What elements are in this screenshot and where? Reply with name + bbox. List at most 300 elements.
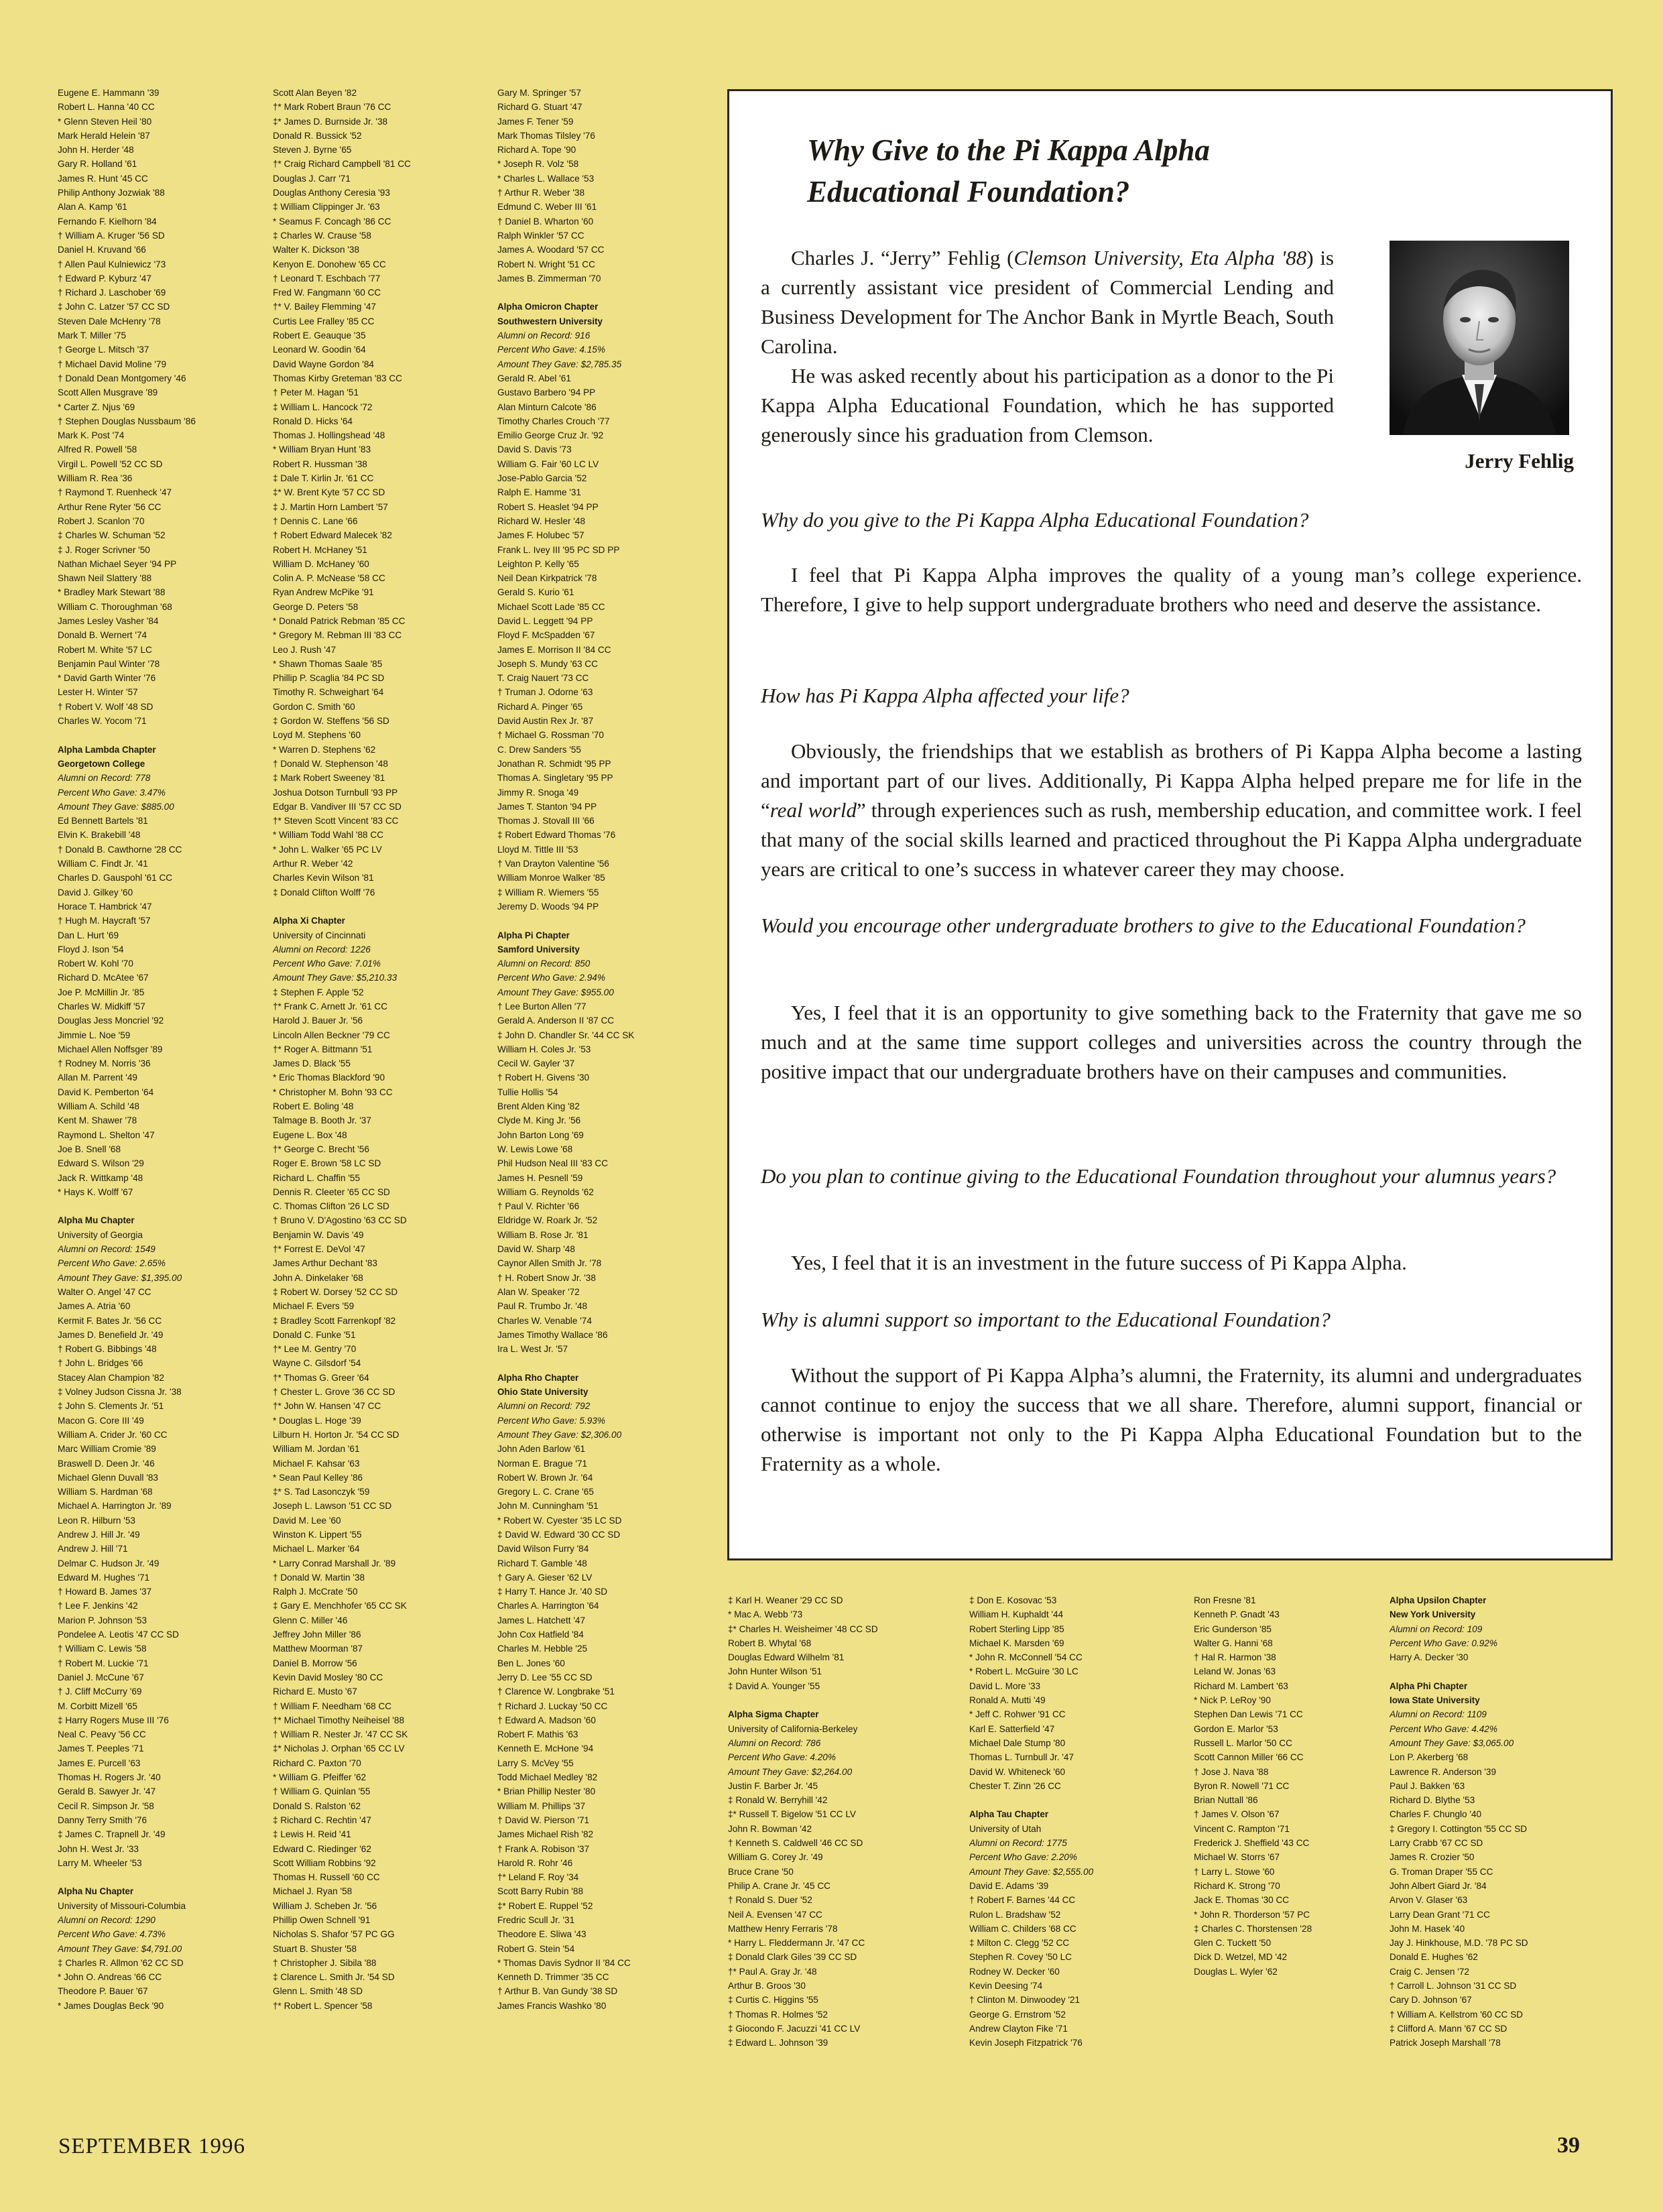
question-2: How has Pi Kappa Alpha affected your life? xyxy=(761,684,1129,707)
chapter-stat: Alumni on Record: 1775 xyxy=(969,1838,1067,1849)
donor-name: Charles F. Chunglo '40 xyxy=(1390,1809,1482,1820)
donor-name: † Van Drayton Valentine '56 xyxy=(497,859,609,869)
donor-name: Alan Minturn Calcote '86 xyxy=(497,402,597,412)
donor-name: Daniel H. Kruvand '66 xyxy=(58,245,146,255)
donor-name: ‡ Charles W. Schuman '52 xyxy=(58,530,166,541)
chapter-stat: Amount They Gave: $2,264.00 xyxy=(728,1766,853,1777)
donor-name: ‡ David A. Younger '55 xyxy=(728,1680,820,1691)
donor-name: Walter K. Dickson '38 xyxy=(273,245,360,255)
donor-name: †* Craig Richard Campbell '81 CC xyxy=(273,159,411,170)
donor-name: University of Cincinnati xyxy=(273,930,366,940)
donor-name: William S. Hardman '68 xyxy=(58,1487,153,1497)
donor-name: ‡ Giocondo F. Jacuzzi '41 CC LV xyxy=(728,2023,861,2034)
donor-name: † George L. Mitsch '37 xyxy=(58,345,149,355)
chapter-heading: Alpha Phi Chapter xyxy=(1390,1680,1468,1691)
donor-name: † J. Cliff McCurry '69 xyxy=(58,1686,142,1697)
donor-name: ‡ Gary E. Menchhofer '65 CC SK xyxy=(273,1601,407,1611)
donor-name: Harry A. Decker '30 xyxy=(1390,1652,1469,1663)
donor-name: James Arthur Dechant '83 xyxy=(273,1258,377,1269)
donor-name: James R. Hunt '45 CC xyxy=(58,173,148,184)
donor-name: Kenneth E. McHone '94 xyxy=(497,1743,594,1754)
donor-name: Phillip Owen Schnell '91 xyxy=(273,1915,371,1925)
donor-name: James D. Benefield Jr. '49 xyxy=(58,1329,164,1340)
chapter-stat: Percent Who Gave: 5.93% xyxy=(497,1415,605,1426)
donor-name: † Richard J. Laschober '69 xyxy=(58,288,166,298)
donor-list-column-3 xyxy=(497,86,712,2013)
donor-name: Neal C. Peavy '56 CC xyxy=(58,1729,146,1740)
donor-name: William C. Childers '68 CC xyxy=(969,1923,1076,1934)
donor-name: Kevin Deesing '74 xyxy=(969,1981,1043,1991)
donor-name: Michael Dale Stump '80 xyxy=(969,1737,1066,1748)
donor-name: Virgil L. Powell '52 CC SD xyxy=(58,458,163,469)
donor-name: * Glenn Steven Heil '80 xyxy=(58,116,152,127)
chapter-heading: Ohio State University xyxy=(497,1387,589,1398)
donor-name: ‡ Gordon W. Steffens '56 SD xyxy=(273,716,389,727)
donor-name: ‡* James D. Burnside Jr. '38 xyxy=(273,116,388,127)
donor-name: Walter O. Angel '47 CC xyxy=(58,1286,151,1297)
donor-name: ‡ Robert Edward Thomas '76 xyxy=(497,830,616,841)
portrait-photo xyxy=(1390,241,1569,435)
donor-name: Robert F. Mathis '63 xyxy=(497,1729,578,1740)
donor-name: * Robert L. McGuire '30 LC xyxy=(969,1666,1079,1677)
donor-name: * Robert W. Cyester '35 LC SD xyxy=(497,1515,622,1526)
donor-name: † Donald W. Stephenson '48 xyxy=(273,758,388,769)
donor-name: ‡* S. Tad Lasonczyk '59 xyxy=(273,1487,370,1497)
donor-name: James B. Zimmerman '70 xyxy=(497,273,601,284)
donor-name: Larry Dean Grant '71 CC xyxy=(1390,1909,1490,1920)
donor-name: Robert B. Whytal '68 xyxy=(728,1638,812,1648)
donor-name: Edward S. Wilson '29 xyxy=(58,1158,144,1169)
donor-name: Phil Hudson Neal III '83 CC xyxy=(497,1158,609,1169)
donor-name: Glenn C. Miller '46 xyxy=(273,1615,348,1625)
donor-name: Gordon E. Marlor '53 xyxy=(1194,1723,1278,1734)
donor-name: Eugene L. Box '48 xyxy=(273,1129,347,1140)
donor-name: ‡ J. Martin Horn Lambert '57 xyxy=(273,501,388,512)
chapter-heading: Alpha Nu Chapter xyxy=(58,1886,134,1897)
question-1: Why do you give to the Pi Kappa Alpha Educational Foundation? xyxy=(761,508,1309,532)
donor-name: Charles Kevin Wilson '81 xyxy=(273,873,374,883)
photo-caption: Jerry Fehlig xyxy=(1465,449,1574,473)
donor-name: Cary D. Johnson '67 xyxy=(1390,1995,1472,2006)
donor-name: Lilburn H. Horton Jr. '54 CC SD xyxy=(273,1429,399,1440)
donor-name: ‡ Robert W. Dorsey '52 CC SD xyxy=(273,1286,398,1297)
donor-name: * James Douglas Beck '90 xyxy=(58,2000,164,2011)
donor-name: † William G. Quinlan '55 xyxy=(273,1786,371,1797)
donor-name: ‡ Harry T. Hance Jr. '40 SD xyxy=(497,1587,608,1597)
donor-name: Brent Alden King '82 xyxy=(497,1101,580,1112)
article-title-line-1: Why Give to the Pi Kappa Alpha xyxy=(807,133,1210,167)
donor-name: † Robert F. Barnes '44 CC xyxy=(969,1895,1076,1906)
donor-name: John Barton Long '69 xyxy=(497,1129,584,1140)
donor-name: Michael K. Marsden '69 xyxy=(969,1638,1064,1648)
answer-1: I feel that Pi Kappa Alpha improves the quality of a young man’s college experience. Therefore, I give to help support undergraduate brothers who need and deserve the assistance. xyxy=(761,563,1582,616)
donor-name: John Cox Hatfield '84 xyxy=(497,1630,584,1640)
donor-name: ‡ William R. Wiemers '55 xyxy=(497,887,599,898)
donor-name: George D. Peters '58 xyxy=(273,601,359,612)
donor-name: Ralph J. McCrate '50 xyxy=(273,1587,358,1597)
donor-name: Kenyon E. Donohew '65 CC xyxy=(273,259,386,269)
donor-name: ‡ John S. Clements Jr. '51 xyxy=(58,1401,164,1412)
donor-name: Danny Terry Smith '76 xyxy=(58,1815,147,1825)
chapter-stat: Alumni on Record: 916 xyxy=(497,330,591,341)
donor-name: Allan M. Parrent '49 xyxy=(58,1072,137,1083)
list-spacer xyxy=(58,1870,273,1884)
donor-name: † John L. Bridges '66 xyxy=(58,1358,143,1369)
donor-name: Charles W. Venable '74 xyxy=(497,1315,592,1326)
donor-name: William D. McHaney '60 xyxy=(273,558,369,569)
donor-name: James F. Tener '59 xyxy=(497,116,574,127)
donor-name: Gustavo Barbero '94 PP xyxy=(497,387,596,398)
list-spacer xyxy=(58,728,273,742)
donor-name: † Larry L. Stowe '60 xyxy=(1194,1866,1275,1877)
donor-name: Douglas Anthony Ceresia '93 xyxy=(273,188,390,198)
donor-name: Scott Alan Beyen '82 xyxy=(273,88,357,98)
donor-name: Robert E. Geauque '35 xyxy=(273,330,366,341)
chapter-stat: Alumni on Record: 1109 xyxy=(1390,1709,1487,1720)
donor-name: ‡ William Clippinger Jr. '63 xyxy=(273,202,380,212)
donor-name: Benjamin W. Davis '49 xyxy=(273,1229,364,1240)
article-box xyxy=(727,89,1613,1560)
chapter-heading: Alpha Pi Chapter xyxy=(497,930,570,940)
chapter-stat: Percent Who Gave: 2.65% xyxy=(58,1258,166,1269)
donor-name: Richard L. Chaffin '55 xyxy=(273,1172,361,1183)
donor-name: Thomas J. Stovall III '66 xyxy=(497,816,595,826)
donor-name: ‡ Don E. Kosovac '53 xyxy=(969,1595,1057,1605)
donor-name: †* Michael Timothy Neiheisel '88 xyxy=(273,1715,405,1725)
donor-name: † Rodney M. Norris '36 xyxy=(58,1058,151,1069)
donor-name: Matthew Moorman '87 xyxy=(273,1644,363,1654)
article-title-line-2: Educational Foundation? xyxy=(807,175,1130,208)
donor-name: Ralph E. Hamme '31 xyxy=(497,487,581,498)
donor-name: Jimmie L. Noe '59 xyxy=(58,1030,131,1040)
donor-name: † Lee Burton Allen '77 xyxy=(497,1001,587,1011)
list-spacer xyxy=(497,1356,712,1370)
donor-list-column-7 xyxy=(1390,1593,1611,2050)
donor-name: James T. Peeples '71 xyxy=(58,1743,144,1754)
donor-name: ‡ Volney Judson Cissna Jr. '38 xyxy=(58,1387,182,1398)
donor-name: * Donald Patrick Rebman '85 CC xyxy=(273,615,406,626)
donor-name: Andrew J. Hill '71 xyxy=(58,1544,128,1554)
donor-name: Leon R. Hilburn '53 xyxy=(58,1515,135,1526)
donor-name: †* Robert L. Spencer '58 xyxy=(273,2000,373,2011)
donor-name: James E. Morrison II '84 CC xyxy=(497,644,611,655)
donor-name: ‡ Gregory I. Cottington '55 CC SD xyxy=(1390,1823,1528,1834)
donor-name: David Wilson Furry '84 xyxy=(497,1544,589,1554)
donor-name: Mark T. Miller '75 xyxy=(58,330,127,341)
donor-name: Brian Nuttall '86 xyxy=(1194,1795,1258,1806)
chapter-stat: Percent Who Gave: 0.92% xyxy=(1390,1638,1497,1648)
donor-name: Russell L. Marlor '50 CC xyxy=(1194,1737,1292,1748)
donor-name: Kermit F. Bates Jr. '56 CC xyxy=(58,1315,162,1326)
donor-name: * Carter Z. Njus '69 xyxy=(58,402,135,412)
question-3: Would you encourage other undergraduate brothers to give to the Educational Foundation? xyxy=(761,914,1526,937)
donor-name: * Hays K. Wolff '67 xyxy=(58,1186,133,1197)
chapter-heading: Iowa State University xyxy=(1390,1695,1480,1706)
donor-name: Thomas L. Turnbull Jr. '47 xyxy=(969,1752,1074,1763)
donor-name: † Donald Dean Montgomery '46 xyxy=(58,373,186,383)
donor-name: Robert S. Heaslet '94 PP xyxy=(497,501,599,512)
chapter-stat: Amount They Gave: $2,555.00 xyxy=(969,1866,1094,1877)
donor-name: † Frank A. Robison '37 xyxy=(497,1843,590,1854)
question-4: Do you plan to continue giving to the Educational Foundation throughout your alumnus years? xyxy=(761,1164,1556,1188)
donor-name: G. Troman Draper '55 CC xyxy=(1390,1866,1493,1877)
donor-name: Ed Bennett Bartels '81 xyxy=(58,816,148,826)
donor-name: †* Forrest E. DeVol '47 xyxy=(273,1244,365,1255)
donor-name: Joe B. Snell '68 xyxy=(58,1144,121,1154)
chapter-stat: Alumni on Record: 1290 xyxy=(58,1915,156,1925)
donor-name: Arthur R. Weber '42 xyxy=(273,859,353,869)
donor-name: Gregory L. C. Crane '65 xyxy=(497,1487,594,1497)
donor-name: Michael A. Harrington Jr. '89 xyxy=(58,1501,172,1512)
donor-name: Richard W. Hesler '48 xyxy=(497,515,586,526)
donor-name: * William Bryan Hunt '83 xyxy=(273,444,371,455)
donor-name: Emilio George Cruz Jr. '92 xyxy=(497,430,604,441)
donor-name: Richard M. Lambert '63 xyxy=(1194,1680,1288,1691)
donor-name: † Edward A. Madson '60 xyxy=(497,1715,596,1725)
donor-name: Frederick J. Sheffield '43 CC xyxy=(1194,1838,1310,1849)
donor-name: Philip Anthony Jozwiak '88 xyxy=(58,188,165,198)
donor-name: † Carroll L. Johnson '31 CC SD xyxy=(1390,1981,1517,1991)
donor-name: † William C. Lewis '58 xyxy=(58,1644,147,1654)
donor-name: * Jeff C. Rohwer '91 CC xyxy=(969,1709,1066,1720)
list-spacer xyxy=(1390,1664,1611,1678)
donor-name: C. Thomas Clifton '26 LC SD xyxy=(273,1201,389,1212)
donor-name: Dan L. Hurt '69 xyxy=(58,930,119,940)
donor-name: Harold J. Bauer Jr. '56 xyxy=(273,1016,363,1026)
donor-name: †* John W. Hansen '47 CC xyxy=(273,1401,381,1412)
chapter-heading: Alpha Sigma Chapter xyxy=(728,1709,819,1720)
donor-name: Delmar C. Hudson Jr. '49 xyxy=(58,1558,160,1569)
donor-name: Jay J. Hinkhouse, M.D. '78 PC SD xyxy=(1390,1938,1528,1949)
donor-name: * Seamus F. Concagh '86 CC xyxy=(273,216,391,227)
donor-name: Shawn Neil Slattery '88 xyxy=(58,573,152,584)
donor-name: Michael J. Ryan '58 xyxy=(273,1886,353,1897)
donor-name: † Truman J. Odorne '63 xyxy=(497,687,593,698)
donor-name: Kevin Joseph Fitzpatrick '76 xyxy=(969,2038,1083,2048)
donor-name: Jack E. Thomas '30 CC xyxy=(1194,1895,1290,1906)
chapter-stat: Amount They Gave: $1,395.00 xyxy=(58,1272,182,1283)
donor-name: Richard E. Musto '67 xyxy=(273,1686,357,1697)
donor-name: Raymond L. Shelton '47 xyxy=(58,1129,155,1140)
donor-name: David L. Leggett '94 PP xyxy=(497,615,593,626)
donor-name: Stuart B. Shuster '58 xyxy=(273,1943,357,1954)
donor-name: † Clinton M. Dinwoodey '21 xyxy=(969,1995,1081,2006)
donor-name: Joseph S. Mundy '63 CC xyxy=(497,658,598,669)
donor-name: * Thomas Davis Sydnor II '84 CC xyxy=(497,1957,631,1968)
donor-list-column-1 xyxy=(58,86,273,2013)
donor-name: Floyd J. Ison '54 xyxy=(58,944,124,955)
donor-name: University of Utah xyxy=(969,1823,1042,1834)
donor-name: Robert Sterling Lipp '85 xyxy=(969,1623,1064,1634)
donor-name: University of Georgia xyxy=(58,1229,143,1240)
chapter-stat: Alumni on Record: 1549 xyxy=(58,1244,156,1255)
intro-paragraph-2: He was asked recently about his participation as a donor to the Pi Kappa Alpha Educational Foundation, which he has supported generously since his graduation from Clemson. xyxy=(761,364,1334,446)
donor-name: † Gary A. Gieser '62 LV xyxy=(497,1572,593,1583)
donor-name: William H. Coles Jr. '53 xyxy=(497,1044,591,1054)
chapter-stat: Percent Who Gave: 2.94% xyxy=(497,973,605,983)
donor-name: Edward M. Hughes '71 xyxy=(58,1572,150,1583)
donor-name: Michael W. Storrs '67 xyxy=(1194,1852,1280,1863)
donor-name: David J. Gilkey '60 xyxy=(58,887,133,898)
donor-name: Theodore E. Sliwa '43 xyxy=(497,1929,587,1940)
donor-name: † Raymond T. Ruenheck '47 xyxy=(58,487,172,498)
donor-name: William M. Jordan '61 xyxy=(273,1444,360,1455)
donor-name: Leland W. Jonas '63 xyxy=(1194,1666,1276,1677)
donor-name: T. Craig Nauert '73 CC xyxy=(497,673,589,684)
article-title xyxy=(807,129,1451,212)
donor-name: James E. Purcell '63 xyxy=(58,1758,141,1768)
donor-name: Pondelee A. Leotis '47 CC SD xyxy=(58,1630,179,1640)
donor-name: ‡ Richard C. Rechtin '47 xyxy=(273,1815,371,1825)
donor-name: Arthur Rene Ryter '56 CC xyxy=(58,501,162,512)
donor-name: John A. Dinkelaker '68 xyxy=(273,1272,363,1283)
donor-name: George G. Ernstrom '52 xyxy=(969,2009,1066,2020)
donor-name: William J. Scheben Jr. '56 xyxy=(273,1900,377,1911)
donor-name: Charles M. Hebble '25 xyxy=(497,1644,588,1654)
donor-name: Gary R. Holland '61 xyxy=(58,159,137,170)
donor-name: Edmund C. Weber III '61 xyxy=(497,202,597,212)
donor-name: ‡ Lewis H. Reid '41 xyxy=(273,1829,351,1840)
donor-name: Caynor Allen Smith Jr. '78 xyxy=(497,1258,602,1269)
donor-name: † Arthur B. Van Gundy '38 SD xyxy=(497,1986,618,1997)
chapter-stat: Percent Who Gave: 2.20% xyxy=(969,1852,1077,1863)
donor-name: † Edward P. Kyburz '47 xyxy=(58,273,151,284)
donor-name: David W. Sharp '48 xyxy=(497,1244,575,1255)
donor-name: Michael F. Evers '59 xyxy=(273,1301,355,1312)
donor-name: Steven Dale McHenry '78 xyxy=(58,316,161,326)
donor-name: Clyde M. King Jr. '56 xyxy=(497,1115,581,1126)
donor-name: Chester T. Zinn '26 CC xyxy=(969,1780,1061,1791)
donor-name: Jeremy D. Woods '94 PP xyxy=(497,901,599,912)
donor-name: William Monroe Walker '85 xyxy=(497,873,605,883)
donor-name: James D. Black '55 xyxy=(273,1058,351,1069)
donor-name: Thomas A. Singletary '95 PP xyxy=(497,773,613,784)
donor-name: Edgar B. Vandiver III '57 CC SD xyxy=(273,801,402,812)
donor-name: Eugene E. Hammann '39 xyxy=(58,88,160,98)
donor-name: James A. Atria '60 xyxy=(58,1301,131,1312)
donor-name: Joe P. McMillin Jr. '85 xyxy=(58,987,145,997)
donor-name: † James V. Olson '67 xyxy=(1194,1809,1280,1820)
donor-name: ‡ David W. Edward '30 CC SD xyxy=(497,1529,621,1540)
donor-name: Charles W. Yocom '71 xyxy=(58,716,147,727)
list-spacer xyxy=(497,914,712,928)
chapter-stat: Percent Who Gave: 4.15% xyxy=(497,345,605,355)
donor-name: Timothy Charles Crouch '77 xyxy=(497,416,610,426)
donor-name: David M. Lee '60 xyxy=(273,1515,341,1526)
donor-name: Stephen R. Covey '50 LC xyxy=(969,1952,1072,1963)
donor-name: Charles A. Harrington '64 xyxy=(497,1601,599,1611)
donor-name: David Wayne Gordon '84 xyxy=(273,359,374,369)
chapter-stat: Amount They Gave: $2,306.00 xyxy=(497,1429,622,1440)
donor-name: Byron R. Nowell '71 CC xyxy=(1194,1780,1290,1791)
donor-name: † Allen Paul Kulniewicz '73 xyxy=(58,259,166,269)
donor-name: Thomas Kirby Greteman '83 CC xyxy=(273,373,402,383)
donor-name: * Mac A. Webb '73 xyxy=(728,1609,803,1620)
issue-date: SEPTEMBER 1996 xyxy=(58,2134,245,2158)
donor-name: Todd Michael Medley '82 xyxy=(497,1772,598,1783)
donor-name: Bruce Crane '50 xyxy=(728,1866,794,1877)
donor-name: † Bruno V. D'Agostino '63 CC SD xyxy=(273,1215,407,1226)
chapter-heading: Alpha Rho Chapter xyxy=(497,1372,579,1383)
donor-name: ‡ John D. Chandler Sr. '44 CC SK xyxy=(497,1030,635,1040)
donor-name: † H. Robert Snow Jr. '38 xyxy=(497,1272,596,1283)
donor-name: Larry M. Wheeler '53 xyxy=(58,1857,142,1868)
donor-name: Richard D. McAtee '67 xyxy=(58,973,149,983)
donor-name: Lon P. Akerberg '68 xyxy=(1390,1752,1469,1763)
donor-name: ‡ Donald Clark Giles '39 CC SD xyxy=(728,1952,857,1963)
donor-name: ‡ Karl H. Weaner '29 CC SD xyxy=(728,1595,843,1605)
donor-name: John Albert Giard Jr. '84 xyxy=(1390,1880,1487,1891)
donor-name: Matthew Henry Ferraris '78 xyxy=(728,1923,838,1934)
donor-name: Harold R. Rohr '46 xyxy=(497,1857,573,1868)
donor-name: Alan A. Kamp '61 xyxy=(58,202,127,212)
chapter-heading: Alpha Xi Chapter xyxy=(273,916,345,926)
donor-name: ‡ Ronald W. Berryhill '42 xyxy=(728,1795,828,1806)
donor-name: Robert W. Kohl '70 xyxy=(58,959,133,969)
donor-name: † Leonard T. Eschbach '77 xyxy=(273,273,381,284)
donor-name: Rodney W. Decker '60 xyxy=(969,1966,1060,1977)
donor-name: Justin F. Barber Jr. '45 xyxy=(728,1780,818,1791)
donor-name: Craig C. Jensen '72 xyxy=(1390,1966,1469,1977)
donor-name: † Robert Edward Malecek '82 xyxy=(273,530,392,541)
donor-name: Braswell D. Deen Jr. '46 xyxy=(58,1458,155,1469)
chapter-stat: Percent Who Gave: 3.47% xyxy=(58,787,166,798)
donor-name: Stephen Dan Lewis '71 CC xyxy=(1194,1709,1303,1720)
donor-name: Dick D. Wetzel, MD '42 xyxy=(1194,1952,1288,1963)
donor-list-column-5 xyxy=(969,1593,1184,2050)
donor-name: Glenn L. Smith '48 SD xyxy=(273,1986,363,1997)
donor-name: Cecil W. Gayler '37 xyxy=(497,1058,575,1069)
donor-name: University of California-Berkeley xyxy=(728,1723,858,1734)
donor-name: John H. Herder '48 xyxy=(58,145,134,156)
donor-name: Robert H. McHaney '51 xyxy=(273,544,367,555)
donor-name: Marion P. Johnson '53 xyxy=(58,1615,147,1625)
article-intro xyxy=(761,243,1334,450)
donor-name: Michael Allen Noffsger '89 xyxy=(58,1044,163,1054)
donor-name: ‡ Clarence L. Smith Jr. '54 SD xyxy=(273,1972,395,1983)
donor-name: * Christopher M. Bohn '93 CC xyxy=(273,1087,393,1097)
donor-name: James Lesley Vasher '84 xyxy=(58,615,159,626)
donor-name: Rulon L. Bradshaw '52 xyxy=(969,1909,1061,1920)
donor-name: John Aden Barlow '61 xyxy=(497,1444,586,1455)
donor-name: †* George C. Brecht '56 xyxy=(273,1144,369,1154)
donor-name: † Donald B. Cawthorne '28 CC xyxy=(58,844,182,855)
donor-name: * Eric Thomas Blackford '90 xyxy=(273,1072,385,1083)
donor-name: Ira L. West Jr. '57 xyxy=(497,1344,568,1355)
chapter-heading: Alpha Mu Chapter xyxy=(58,1215,135,1226)
donor-name: John M. Hasek '40 xyxy=(1390,1923,1465,1934)
chapter-heading: Alpha Lambda Chapter xyxy=(58,744,156,755)
donor-name: ‡ William L. Hancock '72 xyxy=(273,402,373,412)
donor-name: William B. Rose Jr. '81 xyxy=(497,1229,589,1240)
donor-name: * Larry Conrad Marshall Jr. '89 xyxy=(273,1558,396,1569)
intro-paragraph-1: Charles J. “Jerry” Fehlig (Clemson University, Eta Alpha '88) is a currently assistant vice president of Commercial Lending and Business Development for The Anchor Bank in Myrtle Beach, South Carolina. xyxy=(761,246,1334,358)
donor-name: Robert R. Hussman '38 xyxy=(273,458,367,469)
donor-name: † Donald W. Martin '38 xyxy=(273,1572,365,1583)
donor-name: †* V. Bailey Flemming '47 xyxy=(273,302,376,312)
donor-name: Joshua Dotson Turnbull '93 PP xyxy=(273,787,398,798)
donor-name: Ben L. Jones '60 xyxy=(497,1658,565,1668)
donor-name: Gerald B. Sawyer Jr. '47 xyxy=(58,1786,156,1797)
chapter-heading: Alpha Tau Chapter xyxy=(969,1809,1049,1820)
donor-name: ‡ Donald Clifton Wolff '76 xyxy=(273,887,375,898)
donor-name: Richard D. Blythe '53 xyxy=(1390,1795,1475,1806)
donor-name: * Bradley Mark Stewart '88 xyxy=(58,587,166,598)
donor-name: Neil Dean Kirkpatrick '78 xyxy=(497,573,597,584)
donor-name: Leo J. Rush '47 xyxy=(273,644,336,655)
chapter-stat: Alumni on Record: 778 xyxy=(58,773,151,784)
chapter-heading: Alpha Omicron Chapter xyxy=(497,302,599,312)
